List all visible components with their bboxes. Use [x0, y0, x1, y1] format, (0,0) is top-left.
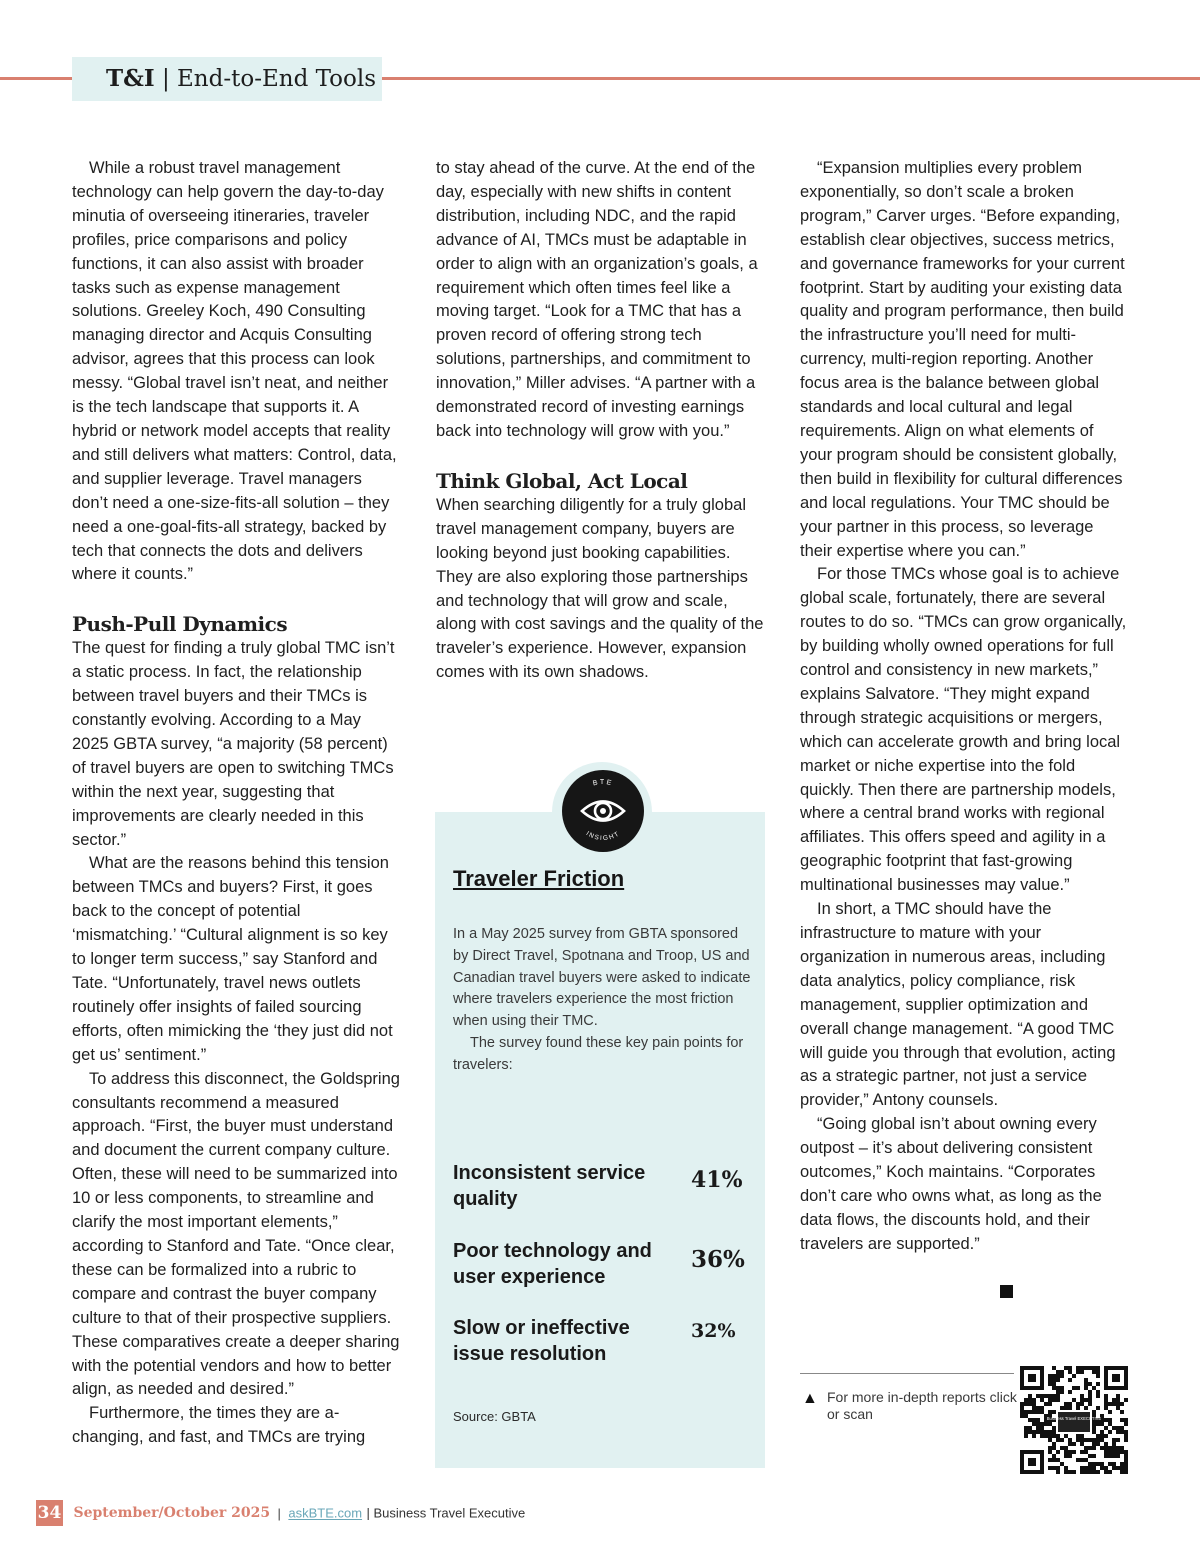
paragraph: “Going global isn’t about owning every outpost – it’s about delivering consistent outcomes,” Koch maintains. “Corporates don’t care who owns what, as long as the data flows, the discounts hold, and their travelers are supported.” [800, 1115, 1102, 1253]
section-tag-title: End-to-End Tools [177, 66, 377, 92]
section-tag [72, 57, 382, 101]
section-tag-separator: | [154, 66, 178, 92]
insight-intro [453, 924, 753, 1077]
pain-point-percent: 41% [691, 1167, 743, 1193]
insight-lead-text: The survey found these key pain points for travelers: [453, 1034, 744, 1073]
end-mark [1000, 1285, 1013, 1298]
pain-point-percent: 32% [691, 1320, 736, 1342]
qr-logo-text: Business Travel EXECUTIVE [1046, 1416, 1102, 1421]
paragraph: While a robust travel management technology can help govern the day-to-day minutia of overseeing itineraries, traveler profiles, price comparisons and policy functions, it can also assist with broader tasks such as expense management solutions. Greeley Koch, 490 Consulting managing director and Acquis Consulting advisor, agrees that this process can look messy. “Global travel isn’t neat, and neither is the tech landscape that supports it. A hybrid or network model accepts that reality and still delivers what matters: Control, data, and supplier leverage. Travel managers don’t need a one-size-fits-all solution – they need a one-goal-fits-all strategy, backed by tech that connects the dots and delivers where it counts.” [72, 159, 397, 584]
insight-title: Traveler Friction [453, 866, 625, 891]
footer-separator: | [277, 1505, 281, 1521]
svg-text:BTE [592, 779, 613, 787]
issue-date: September/October 2025 [73, 1505, 271, 1521]
subheading-think-global: Think Global, Act Local [436, 468, 688, 493]
page-number: 34 [36, 1500, 63, 1526]
triangle-up-icon: ▲ [802, 1390, 818, 1407]
insight-intro-text: In a May 2025 survey from GBTA sponsored by Direct Travel, Spotnana and Troop, US and Canadian travel buyers were asked to indicate where travelers experience the most friction when using their TMC. [453, 926, 751, 1030]
publication-name: | Business Travel Executive [366, 1505, 526, 1521]
insight-panel [435, 812, 765, 1468]
svg-text:INSIGHT [585, 830, 622, 842]
header-rule-left [0, 77, 72, 80]
paragraph: To address this disconnect, the Goldspring consultants recommend a measured approach. “First, the buyer must understand and document the current company culture. Often, these will need to be summarized into 10 or less components, to streamline and clarify the most important elements,” according to Stanford and Tate. “Once clear, these can be formalized into a rubric to compare and contrast the buyer company culture to that of their prospective suppliers. These comparatives create a deeper sharing with the potential vendors and how to better align, as needed and desired.” [72, 1069, 400, 1399]
article-column-3 [800, 157, 1130, 1257]
pain-point-label: Slow or ineffective issue resolution [453, 1317, 630, 1365]
header-rule-right [382, 77, 1200, 80]
pain-point-label: Inconsistent service quality [453, 1162, 646, 1210]
badge-top-text: BTE [592, 779, 614, 788]
paragraph: Furthermore, the times they are a-changing, and fast, and TMCs are trying [72, 1404, 366, 1447]
pain-point-percent: 36% [691, 1246, 745, 1273]
paragraph: In short, a TMC should have the infrastructure to mature with your organization in numerous areas, including data analytics, policy compliance, risk management, supplier optimization and overall change management. “A good TMC will guide you through that evolution, acting as a strategic partner, not just a service provider,” Antony counsels. [800, 900, 1116, 1110]
badge-bottom-text: INSIGHT [584, 830, 622, 843]
insight-source: Source: GBTA [453, 1409, 536, 1424]
eye-icon [562, 770, 644, 852]
more-reports-link[interactable]: For more in-depth reports click or scan [827, 1389, 1017, 1422]
pain-point-label: Poor technology and user experience [453, 1240, 652, 1288]
paragraph: What are the reasons behind this tension between TMCs and buyers? First, it goes back to the concept of potential ‘mismatching.’ “Cultural alignment is so key to longer term success,” say Stanford and Tate. “Unfortunately, travel news outlets routinely offer insights of failed sourcing efforts, often mimicking the ‘they just did not get us’ sentiment.” [72, 854, 393, 1064]
subheading-push-pull: Push-Pull Dynamics [72, 612, 288, 637]
insight-badge [562, 770, 644, 852]
more-divider [800, 1373, 1014, 1374]
paragraph: to stay ahead of the curve. At the end of the day, especially with new shifts in content distribution, including NDC, and the rapid advance of AI, TMCs must be adaptable in order to align with an organization’s goals, a requirement which often times feel like a moving target. “Look for a TMC that has a proven record of offering strong tech solutions, partnerships, and commitment to innovation,” Miller advises. “A partner with a demonstrated record of investing earnings back into technology will grow with you.” [436, 159, 758, 440]
article-column-1 [72, 157, 402, 1450]
page-footer [36, 1500, 525, 1526]
article-column-2 [436, 157, 768, 685]
section-tag-bold: T&I [106, 65, 155, 92]
paragraph: For those TMCs whose goal is to achieve global scale, fortunately, there are several routes to do so. “TMCs can grow organically, by building wholly owned operations for full control and consistency in new markets,” explains Salvatore. “They might expand through strategic acquisitions or mergers, which can accelerate growth and bring local market or niche expertise into the fold quickly. Then there are partnership models, where a central brand works with regional affiliates. This offers speed and agility in a geographic footprint that fast-growing multinational businesses may value.” [800, 565, 1127, 895]
website-link[interactable]: askBTE.com [288, 1505, 363, 1521]
paragraph: “Expansion multiplies every problem exponentially, so don’t scale a broken program,” Carver urges. “Before expanding, establish clear objectives, success metrics, and governance frameworks for your current footprint. Start by auditing your existing data quality and program performance, then build the infrastructure you’ll need for multi-currency, multi-region reporting. Another focus area is the balance between global standards and local cultural and legal requirements. Align on what elements of your program should be consistent globally, then build in flexibility for cultural differences and local regulations. Your TMC should be your partner in this process, so leverage their expertise where you can.” [800, 159, 1125, 560]
qr-code[interactable] [1020, 1366, 1128, 1474]
paragraph: When searching diligently for a truly global travel management company, buyers are looking beyond just booking capabilities. They are also exploring those partnerships and technology that will grow and scale, along with cost savings and the quality of the traveler’s experience. However, expansion comes with its own shadows. [436, 495, 764, 682]
paragraph: The quest for finding a truly global TMC isn’t a static process. In fact, the relationship between travel buyers and their TMCs is constantly evolving. According to a May 2025 GBTA survey, “a majority (58 percent) of travel buyers are open to switching TMCs within the next year, suggesting that improvements are clearly needed in this sector.” [72, 639, 395, 849]
